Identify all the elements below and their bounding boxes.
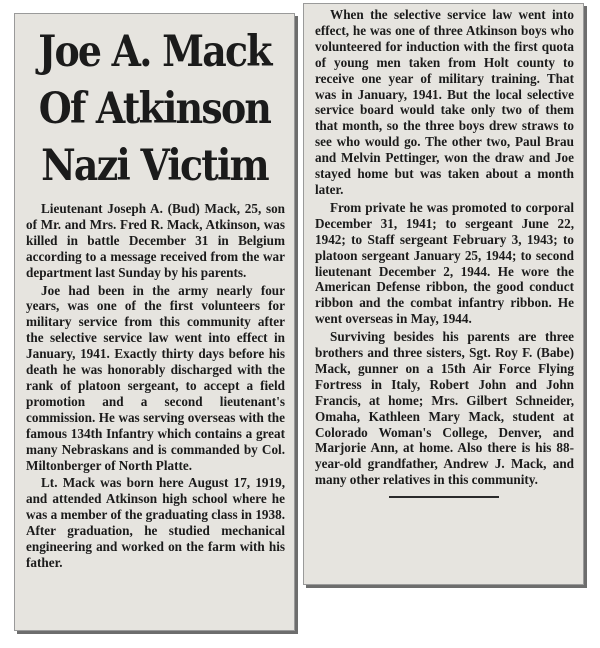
headline-line-2: Of Atkinson	[38, 84, 271, 134]
right-column	[304, 4, 583, 488]
clipping-left	[14, 13, 295, 631]
headline-line-3: Nazi Victim	[41, 141, 268, 191]
paragraph-induction: When the selective service law went into effect, he was one of three Atkinson boys who volunteered for induction with the first quota of young men taken from Holt county to receive one year of military training. That was in January, 1941. But the local selective service board would take only two of them that month, so the three boys drew straws to see who would go. The other two, Paul Brau and Melvin Pettinger, won the draw and Joe stayed home but was taken about a month later.	[315, 7, 574, 197]
headline-line-1: Joe A. Mack	[38, 27, 271, 77]
paragraph-lead: Lieutenant Joseph A. (Bud) Mack, 25, son of Mr. and Mrs. Fred R. Mack, Atkinson, was killed in battle December 31 in Belgium according to a message received from the war department last Sunday by his parents.	[26, 201, 285, 280]
headline	[32, 24, 278, 195]
paragraph-promotions: From private he was promoted to corporal December 31, 1941; to sergeant June 22, 1942; to Staff sergeant February 3, 1943; to platoon sergeant January 25, 1944; to second lieutenant December 2, 1944. He wore the American Defense ribbon, the good conduct ribbon and the combat infantry ribbon. He went overseas in May, 1944.	[315, 199, 574, 327]
paragraph-birth: Lt. Mack was born here August 17, 1919, and attended Atkinson high school where he was a member of the graduating class in 1938. After graduation, he studied mechanical engineering and worked on the farm with his father.	[26, 475, 285, 570]
paragraph-service: Joe had been in the army nearly four years, was one of the first volunteers for military service from this community after the selective service law went into effect in January, 1941. Exactly thirty days before his death he was honorably discharged with the rank of platoon sergeant, to accept a field promotion and a second lieutenant's commission. He was serving overseas with the famous 134th Infantry which contains a great many Nebraskans and is commanded by Col. Miltonberger of North Platte.	[26, 282, 285, 473]
clipping-right	[303, 3, 584, 585]
paragraph-survivors: Surviving besides his parents are three brothers and three sisters, Sgt. Roy F. (Babe) Mack, gunner on a 15th Air Force Flying Fortress in Italy, Robert John and John Francis, at home; Mrs. Gilbert Schneider, Omaha, Kathleen Mary Mack, student at Colorado Woman's College, Denver, and Marjorie Ann, at home. Also there is his 88-year-old grandfather, Andrew J. Mack, and many other relatives in this community.	[315, 329, 574, 488]
end-rule	[389, 496, 499, 498]
left-column	[15, 201, 294, 571]
